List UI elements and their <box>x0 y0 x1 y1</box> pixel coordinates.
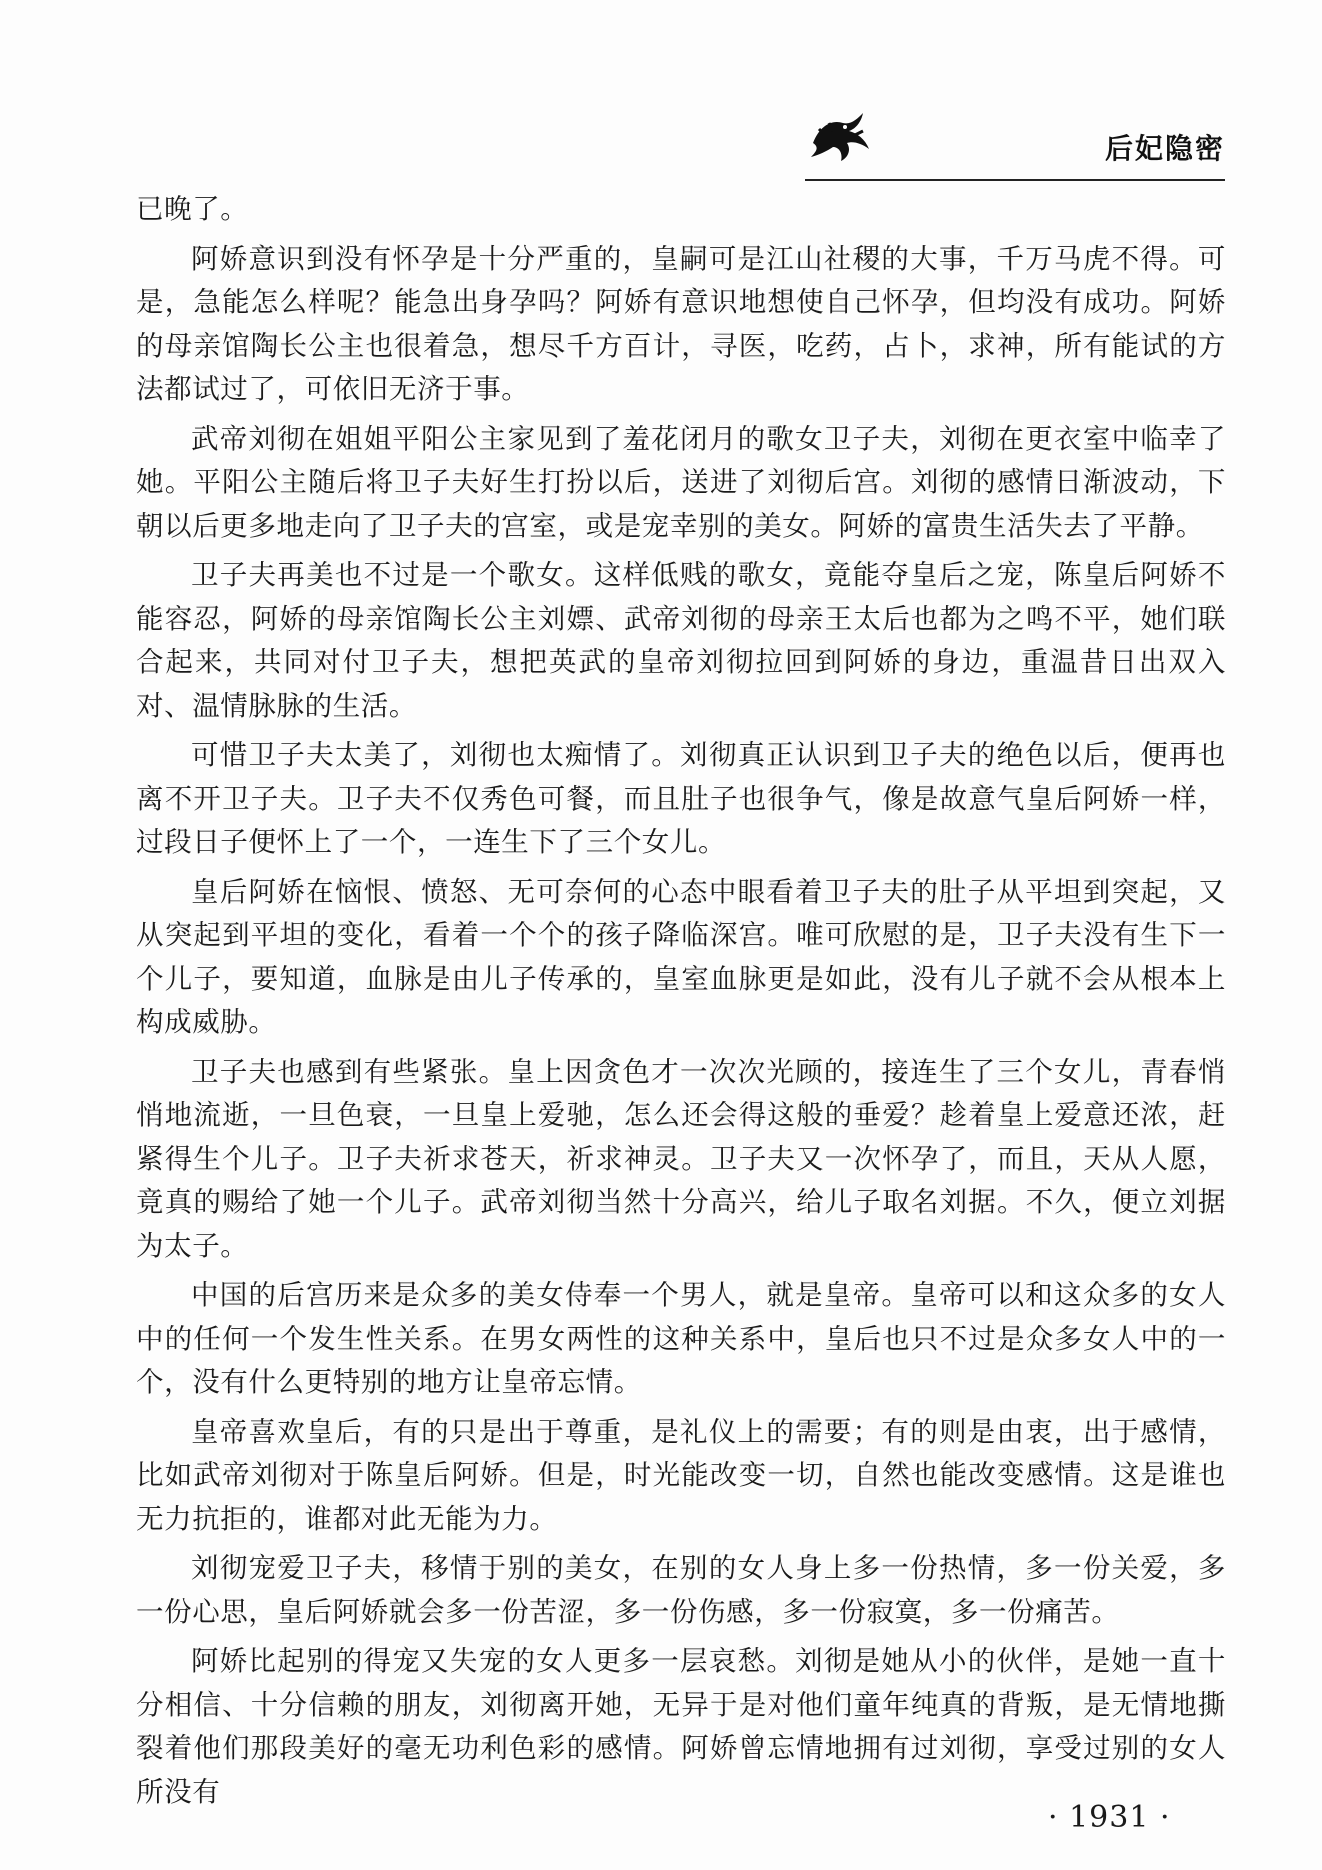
paragraph: 武帝刘彻在姐姐平阳公主家见到了羞花闭月的歌女卫子夫，刘彻在更衣室中临幸了她。平阳公主随后将卫子夫好生打扮以后，送进了刘彻后宫。刘彻的感情日渐波动，下朝以后更多地走向了卫子夫的宫室，或是宠幸别的美女。阿娇的富贵生活失去了平静。 <box>136 422 1226 542</box>
paragraph: 皇帝喜欢皇后，有的只是出于尊重，是礼仪上的需要；有的则是由衷，出于感情，比如武帝刘彻对于陈皇后阿娇。但是，时光能改变一切，自然也能改变感情。这是谁也无力抗拒的，谁都对此无能为力。 <box>136 1415 1226 1535</box>
dragon-icon <box>805 105 875 165</box>
paragraph: 可惜卫子夫太美了，刘彻也太痴情了。刘彻真正认识到卫子夫的绝色以后，便再也离不开卫子夫。卫子夫不仅秀色可餐，而且肚子也很争气，像是故意气皇后阿娇一样，过段日子便怀上了一个，一连生下了三个女儿。 <box>136 739 1226 858</box>
header-divider <box>805 179 1225 181</box>
body-text <box>136 188 1226 1820</box>
paragraph: 中国的后宫历来是众多的美女侍奉一个男人，就是皇帝。皇帝可以和这众多的女人中的任何一个发生性关系。在男女两性的这种关系中，皇后也只不过是众多女人中的一个，没有什么更特别的地方让皇帝忘情。 <box>136 1279 1226 1398</box>
paragraph: 皇后阿娇在恼恨、愤怒、无可奈何的心态中眼看着卫子夫的肚子从平坦到突起，又从突起到平坦的变化，看着一个个的孩子降临深宫。唯可欣慰的是，卫子夫没有生下一个儿子，要知道，血脉是由儿子传承的，皇室血脉更是如此，没有儿子就不会从根本上构成威胁。 <box>136 875 1226 1038</box>
running-header <box>805 105 1225 185</box>
paragraph: 卫子夫再美也不过是一个歌女。这样低贱的歌女，竟能夺皇后之宠，陈皇后阿娇不能容忍，阿娇的母亲馆陶长公主刘嫖、武帝刘彻的母亲王太后也都为之鸣不平，她们联合起来，共同对付卫子夫，想把英武的皇帝刘彻拉回到阿娇的身边，重温昔日出双入对、温情脉脉的生活。 <box>136 559 1226 722</box>
paragraph: 阿娇意识到没有怀孕是十分严重的，皇嗣可是江山社稷的大事，千万马虎不得。可是，急能怎么样呢？能急出身孕吗？阿娇有意识地想使自己怀孕，但均没有成功。阿娇的母亲馆陶长公主也很着急，想尽千方百计，寻医，吃药，占卜，求神，所有能试的方法都试过了，可依旧无济于事。 <box>136 242 1226 405</box>
page-number: · 1931 · <box>1048 1800 1171 1835</box>
header-title: 后妃隐密 <box>1104 132 1225 165</box>
paragraph: 刘彻宠爱卫子夫，移情于别的美女，在别的女人身上多一份热情，多一份关爱，多一份心思，皇后阿娇就会多一份苦涩，多一份伤感，多一份寂寞，多一份痛苦。 <box>136 1552 1226 1628</box>
paragraph: 阿娇比起别的得宠又失宠的女人更多一层哀愁。刘彻是她从小的伙伴，是她一直十分相信、十分信赖的朋友，刘彻离开她，无异于是对他们童年纯真的背叛，是无情地撕裂着他们那段美好的毫无功利色彩的感情。阿娇曾忘情地拥有过刘彻，享受过别的女人所没有 <box>136 1645 1226 1808</box>
paragraph: 已晚了。 <box>136 193 249 225</box>
paragraph: 卫子夫也感到有些紧张。皇上因贪色才一次次光顾的，接连生了三个女儿，青春悄悄地流逝，一旦色衰，一旦皇上爱驰，怎么还会得这般的垂爱？趁着皇上爱意还浓，赶紧得生个儿子。卫子夫祈求苍天，祈求神灵。卫子夫又一次怀孕了，而且，天从人愿，竟真的赐给了她一个儿子。武帝刘彻当然十分高兴，给儿子取名刘据。不久，便立刘据为太子。 <box>136 1055 1226 1262</box>
